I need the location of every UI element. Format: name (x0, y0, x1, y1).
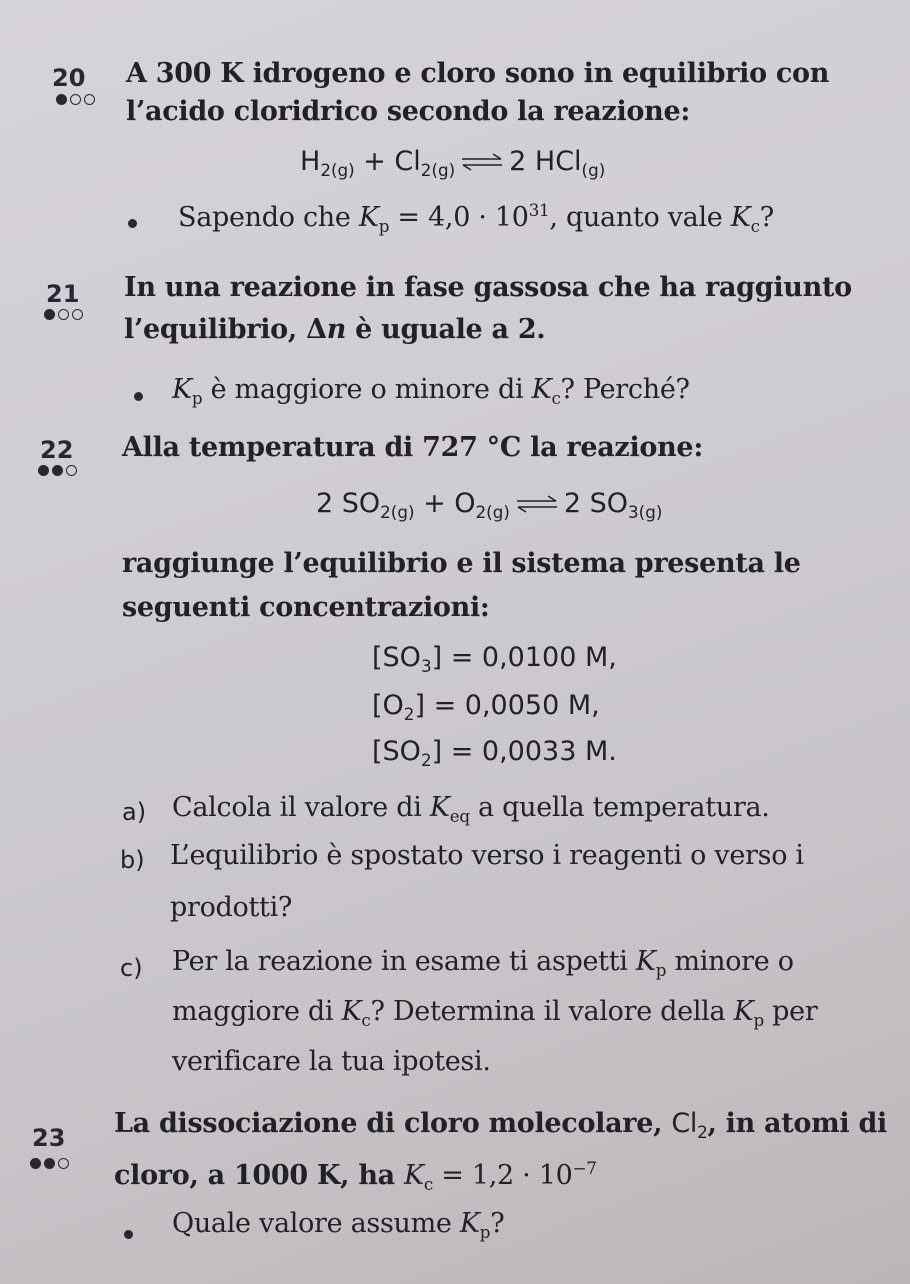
q23-question: Quale valore assume $K_p$? (172, 1208, 505, 1242)
difficulty-dots-23 (30, 1158, 69, 1169)
q22-part-c-text-2b: ? Determina il valore della (370, 996, 734, 1027)
q22-part-c-text-2a: maggiore di (172, 996, 342, 1027)
q22-part-c-text-2c: per (763, 996, 818, 1027)
q22-part-c-line1: Per la reazione in esame ti aspetti $K_p$ minore o (172, 946, 794, 980)
q22-part-a: Calcola il valore di $K_{eq}$ a quella temperatura. (172, 792, 770, 826)
q22-text-line3: seguenti concentrazioni: (122, 592, 490, 623)
difficulty-dots-22 (38, 465, 77, 476)
q22-part-a-text-b: a quella temperatura. (469, 792, 770, 823)
q22-text-line1: Alla temperatura di 727 °C la reazione: (122, 432, 703, 463)
q21-text-line2: l’equilibrio, Δn è uguale a 2. (124, 314, 546, 345)
question-number-23: 23 (32, 1124, 66, 1152)
q22-label-b: b) (120, 846, 145, 874)
q22-part-c-line3: verificare la tua ipotesi. (172, 1046, 491, 1077)
equilibrium-arrow-icon (461, 147, 503, 178)
q21-question: $K_p$ è maggiore o minore di $K_c$? Perché? (172, 374, 690, 408)
q23-text-line1a: La dissociazione di cloro molecolare, (114, 1108, 672, 1139)
bullet-icon (134, 392, 143, 401)
equilibrium-arrow-icon (516, 489, 558, 520)
q20-reaction-equation: $H_{2(g)} + Cl_{2(g)}$ 2 HCl$_{(g)}$ (300, 146, 606, 180)
q22-part-c-text-1a: Per la reazione in esame ti aspetti (172, 946, 636, 977)
q22-conc-o2-value: 0,0050 M, (464, 690, 600, 721)
q21-question-text-b: ? Perché? (560, 374, 690, 405)
q23-text-line1: La dissociazione di cloro molecolare, $Cl_2$, in atomi di (114, 1108, 887, 1142)
q22-part-b-line1: L’equilibrio è spostato verso i reagenti o verso i (170, 840, 804, 871)
q20-kp-value: 4,0 · 10 (428, 202, 529, 234)
q22-reaction-equation: 2 $SO_{2(g)} + O_{2(g)}$ 2 $SO_{3(g)}$ (316, 488, 663, 522)
question-number-20: 20 (52, 64, 86, 92)
question-number-22: 22 (40, 436, 74, 464)
q22-concentration-so2: $[SO_2] = 0,0033$ M. (372, 736, 617, 770)
question-number-21: 21 (46, 280, 80, 308)
q22-concentration-o2: $[O_2] = 0,0050$ M, (372, 690, 600, 724)
bullet-icon (124, 1230, 133, 1239)
q22-part-c-text-1b: minore o (666, 946, 794, 977)
q20-question-text-b: , quanto vale (549, 202, 731, 234)
q22-conc-so2-value: 0,0033 M. (481, 736, 617, 767)
q20-question: Sapendo che $K_p = 4,0 \cdot 10^{31}$, quanto vale $K_c$? (178, 200, 774, 236)
q22-conc-so3-value: 0,0100 M, (481, 642, 617, 673)
q21-text-line2b: è uguale a 2. (346, 314, 546, 345)
q22-label-a: a) (122, 798, 147, 826)
q21-text-line1: In una reazione in fase gassosa che ha raggiunto (124, 272, 852, 303)
difficulty-dots-21 (44, 309, 83, 320)
q20-question-text-a: Sapendo che (178, 202, 359, 234)
q22-label-c: c) (120, 954, 143, 982)
q23-text-line1b: , in atomi di (707, 1108, 887, 1139)
q20-kp-exponent: 31 (528, 200, 550, 220)
q23-question-text: Quale valore assume (172, 1208, 460, 1239)
q22-part-a-text-a: Calcola il valore di (172, 792, 430, 823)
q20-text-line1: A 300 K idrogeno e cloro sono in equilibrio con (126, 58, 830, 89)
q22-concentration-so3: $[SO_3] = 0,0100$ M, (372, 642, 617, 676)
q21-text-line2a: l’equilibrio, Δ (124, 314, 327, 345)
q22-part-c-line2: maggiore di $K_c$? Determina il valore della $K_p$ per (172, 996, 818, 1030)
bullet-icon (128, 219, 137, 228)
q23-kc-value: 1,2 · 10 (471, 1160, 573, 1192)
q20-text-line2: l’acido cloridrico secondo la reazione: (126, 96, 691, 127)
q21-question-text-a: è maggiore o minore di (202, 374, 532, 405)
difficulty-dots-20 (56, 94, 95, 105)
q22-part-b-line2: prodotti? (170, 892, 293, 923)
q23-text-line2a: cloro, a 1000 K, ha (114, 1160, 404, 1192)
q22-text-line2: raggiunge l’equilibrio e il sistema presenta le (122, 548, 801, 579)
q23-text-line2: cloro, a 1000 K, ha $K_c = 1,2 \cdot 10^{-7}$ (114, 1158, 597, 1194)
q23-kc-exponent: −7 (572, 1158, 597, 1178)
